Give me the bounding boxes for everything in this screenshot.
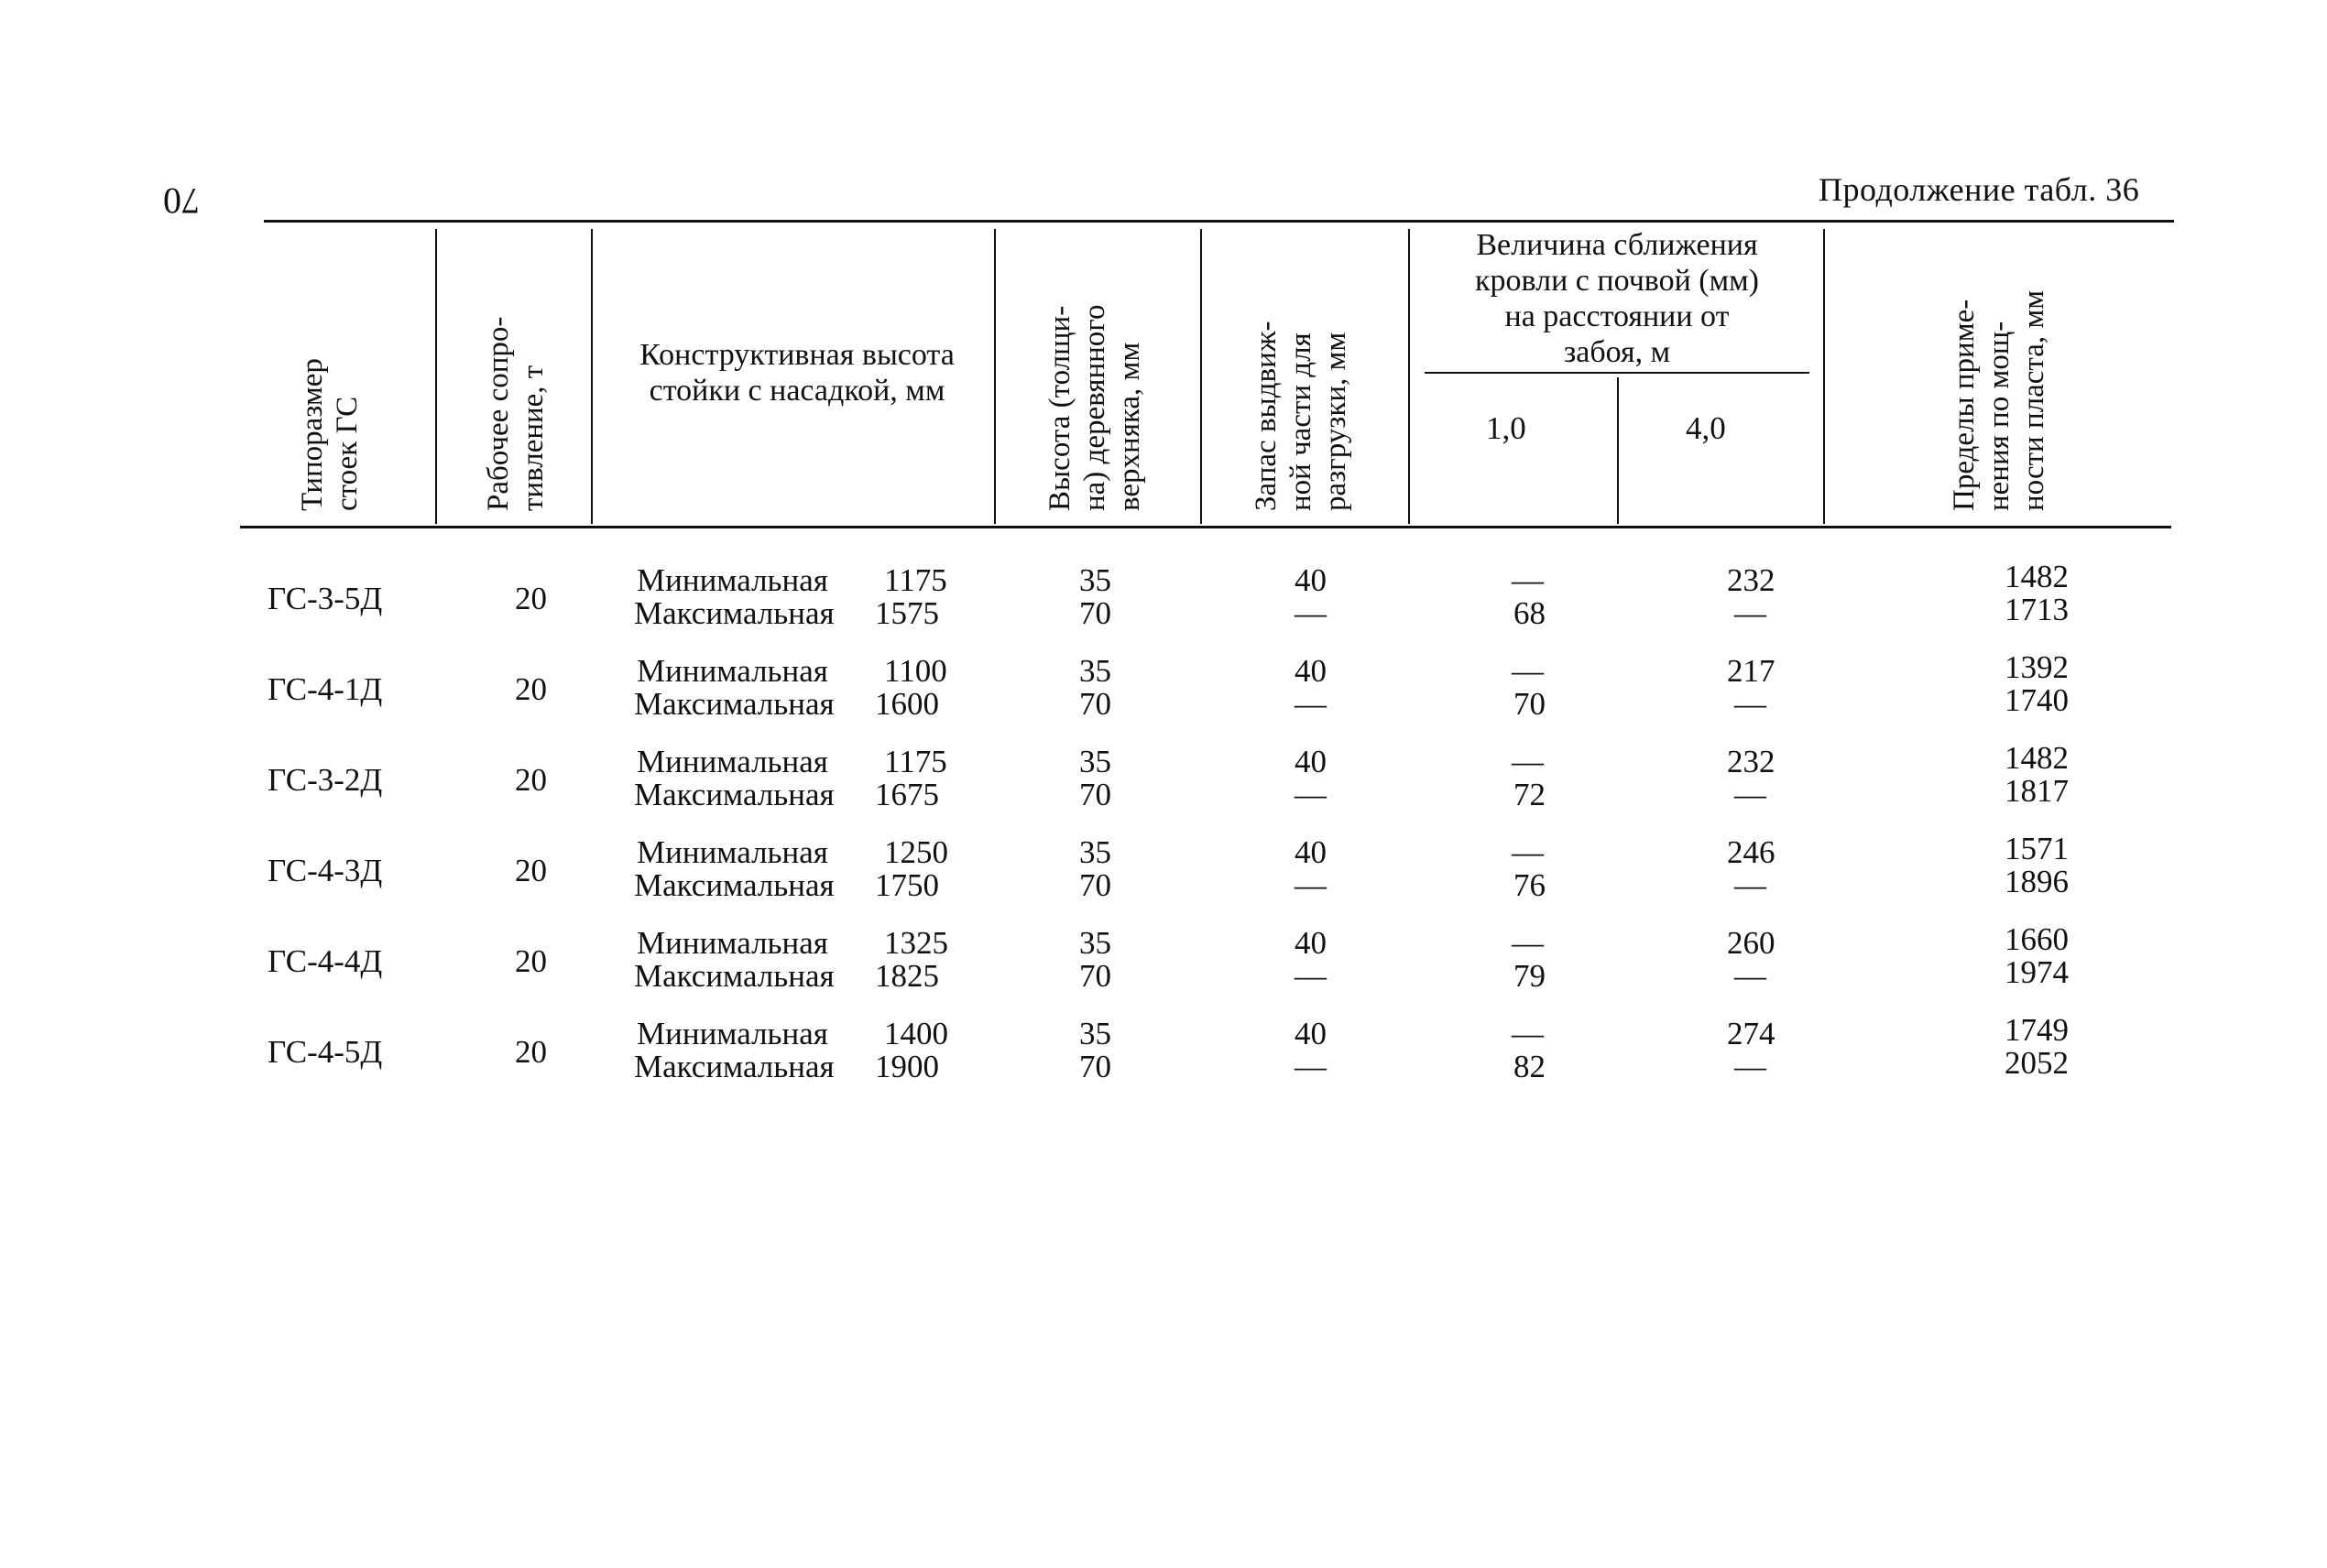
column-divider: [435, 229, 437, 524]
header-distance-4: 4,0: [1686, 410, 1726, 446]
header-limits: Пределы приме- нения по мощ- ности пласта, мм: [1948, 289, 2050, 511]
min-height: 1250: [884, 834, 948, 870]
beam-max: 70: [1079, 958, 1111, 994]
reserve-max: —: [1295, 595, 1327, 631]
convergence-4m-min: 246: [1727, 834, 1775, 870]
reserve-min: 40: [1295, 834, 1327, 870]
reserve-min: 40: [1295, 562, 1327, 598]
size-cell: ГС-4-5Д: [268, 1034, 383, 1070]
limit-max: 1740: [2005, 682, 2069, 718]
table-continuation-caption: Продолжение табл. 36: [1819, 171, 2140, 208]
header-resistance: Рабочее сопро- тивление, т: [482, 316, 550, 511]
max-label: Максимальная: [634, 777, 835, 812]
table-top-rule: [264, 220, 2174, 223]
min-height: 1325: [884, 925, 948, 961]
reserve-max: —: [1295, 867, 1327, 903]
resistance-cell: 20: [515, 853, 547, 888]
beam-min: 35: [1079, 744, 1111, 779]
min-height: 1175: [884, 744, 947, 779]
size-cell: ГС-4-4Д: [268, 943, 383, 979]
reserve-min: 40: [1295, 744, 1327, 779]
min-height: 1175: [884, 562, 947, 598]
header-size: Типоразмер стоек ГС: [296, 358, 364, 511]
beam-max: 70: [1079, 867, 1111, 903]
beam-max: 70: [1079, 777, 1111, 812]
convergence-1m-min: —: [1512, 744, 1544, 779]
resistance-cell: 20: [515, 1034, 547, 1070]
convergence-4m-max: —: [1734, 686, 1766, 722]
beam-min: 35: [1079, 562, 1111, 598]
beam-min: 35: [1079, 925, 1111, 961]
min-label: Минимальная: [637, 834, 828, 870]
header-distance-1: 1,0: [1486, 410, 1526, 446]
min-height: 1400: [884, 1016, 948, 1051]
column-divider: [1617, 377, 1619, 524]
max-label: Максимальная: [634, 867, 835, 903]
convergence-1m-max: 82: [1513, 1049, 1546, 1084]
limit-min: 1482: [2005, 559, 2069, 594]
convergence-4m-max: —: [1734, 1049, 1766, 1084]
max-height: 1600: [875, 686, 939, 722]
size-cell: ГС-4-3Д: [268, 853, 383, 888]
max-label: Максимальная: [634, 686, 835, 722]
page-number: 70: [163, 180, 200, 222]
max-label: Максимальная: [634, 1049, 835, 1084]
table-header-bottom-rule: [240, 526, 2171, 528]
column-divider: [591, 229, 593, 524]
convergence-1m-min: —: [1512, 834, 1544, 870]
size-cell: ГС-3-2Д: [268, 762, 383, 798]
resistance-cell: 20: [515, 581, 547, 616]
convergence-4m-min: 217: [1727, 653, 1775, 689]
convergence-4m-max: —: [1734, 595, 1766, 631]
column-divider: [1823, 229, 1825, 524]
resistance-cell: 20: [515, 762, 547, 798]
max-height: 1825: [875, 958, 939, 994]
resistance-cell: 20: [515, 671, 547, 707]
beam-max: 70: [1079, 686, 1111, 722]
header-height: Конструктивная высота стойки с насадкой, мм: [639, 338, 955, 408]
convergence-1m-min: —: [1512, 925, 1544, 961]
beam-max: 70: [1079, 595, 1111, 631]
column-divider: [994, 229, 996, 524]
convergence-1m-min: —: [1512, 653, 1544, 689]
min-label: Минимальная: [637, 562, 828, 598]
min-label: Минимальная: [637, 744, 828, 779]
max-height: 1675: [875, 777, 939, 812]
max-label: Максимальная: [634, 595, 835, 631]
limit-max: 1713: [2005, 592, 2069, 627]
convergence-1m-max: 79: [1513, 958, 1546, 994]
convergence-1m-min: —: [1512, 562, 1544, 598]
header-reserve: Запас выдвиж- ной части для разгрузки, мм: [1250, 321, 1352, 511]
size-cell: ГС-4-1Д: [268, 671, 383, 707]
convergence-1m-max: 68: [1513, 595, 1546, 631]
convergence-subheader-rule: [1425, 372, 1809, 374]
max-height: 1750: [875, 867, 939, 903]
size-cell: ГС-3-5Д: [268, 581, 383, 616]
limit-min: 1571: [2005, 831, 2069, 866]
resistance-cell: 20: [515, 943, 547, 979]
min-label: Минимальная: [637, 653, 828, 689]
beam-min: 35: [1079, 834, 1111, 870]
limit-max: 1974: [2005, 954, 2069, 990]
reserve-max: —: [1295, 1049, 1327, 1084]
column-divider: [1408, 229, 1410, 524]
header-convergence: Величина сближения кровли с почвой (мм) на расстоянии от забоя, м: [1475, 228, 1759, 369]
convergence-1m-min: —: [1512, 1016, 1544, 1051]
limit-min: 1482: [2005, 740, 2069, 776]
beam-max: 70: [1079, 1049, 1111, 1084]
limit-min: 1749: [2005, 1012, 2069, 1048]
reserve-max: —: [1295, 686, 1327, 722]
beam-min: 35: [1079, 1016, 1111, 1051]
min-label: Минимальная: [637, 925, 828, 961]
reserve-max: —: [1295, 777, 1327, 812]
reserve-min: 40: [1295, 1016, 1327, 1051]
beam-min: 35: [1079, 653, 1111, 689]
limit-max: 2052: [2005, 1045, 2069, 1081]
convergence-4m-max: —: [1734, 958, 1766, 994]
header-beam: Высота (толщи- на) деревянного верхняка, мм: [1043, 304, 1146, 511]
limit-min: 1660: [2005, 921, 2069, 957]
convergence-1m-max: 72: [1513, 777, 1546, 812]
min-height: 1100: [884, 653, 947, 689]
reserve-min: 40: [1295, 653, 1327, 689]
convergence-4m-min: 232: [1727, 744, 1775, 779]
convergence-1m-max: 76: [1513, 867, 1546, 903]
convergence-1m-max: 70: [1513, 686, 1546, 722]
convergence-4m-max: —: [1734, 777, 1766, 812]
convergence-4m-min: 232: [1727, 562, 1775, 598]
min-label: Минимальная: [637, 1016, 828, 1051]
convergence-4m-min: 274: [1727, 1016, 1775, 1051]
limit-min: 1392: [2005, 649, 2069, 685]
max-height: 1575: [875, 595, 939, 631]
column-divider: [1200, 229, 1202, 524]
convergence-4m-max: —: [1734, 867, 1766, 903]
limit-max: 1896: [2005, 864, 2069, 899]
limit-max: 1817: [2005, 773, 2069, 809]
max-label: Максимальная: [634, 958, 835, 994]
convergence-4m-min: 260: [1727, 925, 1775, 961]
reserve-max: —: [1295, 958, 1327, 994]
max-height: 1900: [875, 1049, 939, 1084]
reserve-min: 40: [1295, 925, 1327, 961]
